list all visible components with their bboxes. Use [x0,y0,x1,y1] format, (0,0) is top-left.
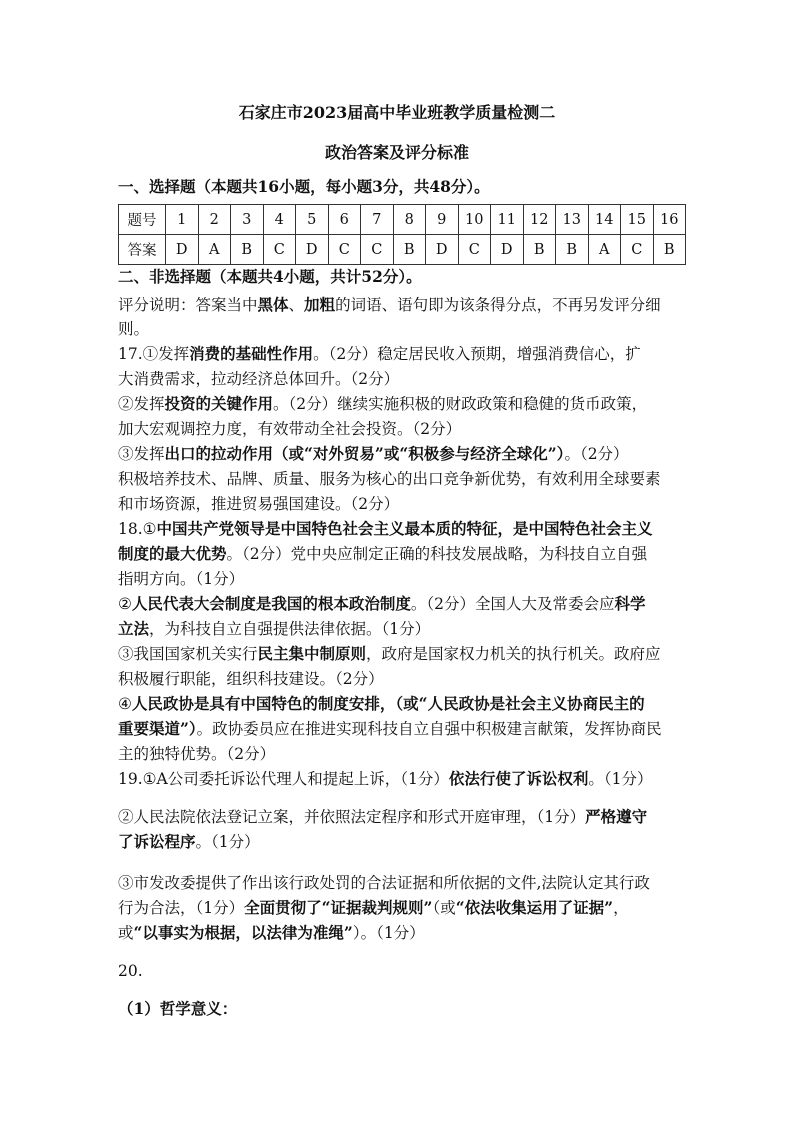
answer-text: （或 [432,899,456,917]
question-number-cell: 15 [621,205,654,235]
q18-line [118,718,662,740]
answer-cell: B [523,235,556,265]
note-bold-term: 加粗 [304,295,336,314]
note-text: 评分说明：答案当中 [118,296,258,314]
score-point: “以事实为根据，以法律为准绳” [133,923,353,942]
score-point: 重要渠道”） [118,719,197,738]
score-point: 出口的拉动作用（或“对外贸易”或“积极参与经济全球化”） [164,444,565,463]
answer-cell: D [166,235,199,265]
answer-text: ③发挥 [118,445,165,463]
answer-cell: D [296,235,329,265]
answer-cell: C [361,235,394,265]
score-point: 消费的基础性作用 [189,344,314,363]
q18-line: 积极履行职能，组织科技建设。（2分） [118,670,384,688]
answer-text: 。（2分）全国人大及常委会应 [410,595,615,613]
question-number-cell: 1 [166,205,199,235]
score-point: 严格遵守 [585,807,648,826]
answer-text: ② [118,595,132,613]
q18-line [118,618,430,640]
q18-line: 指明方向。（1分） [118,570,245,588]
q17-line: 积极培养技术、品牌、质量、服务为核心的出口竞争新优势，有效利用全球要素 [118,470,661,488]
q18-line [118,643,661,665]
q18-line: 主的独特优势。（2分） [118,745,276,763]
answer-table [118,204,686,265]
answer-text: ， [613,899,629,917]
score-point: “依法收集运用了证据” [455,898,614,917]
answer-text: 。政协委员应在推进实现科技自立自强中积极建言献策，发挥协商民 [196,720,662,738]
section-heading-choice: 一、选择题（本题共16小题，每小题3分，共48分）。 [118,177,490,196]
q17-line [118,443,629,465]
document-subtitle: 政治答案及评分标准 [324,143,469,162]
score-point: 人民政协是具有中国特色的制度安排，（或“人民政协是社会主义协商民主的 [131,694,645,713]
answer-text: ④ [118,695,132,713]
answer-text: 。（2分）继续实施积极的财政政策和稳健的货币政策， [273,395,648,413]
q17-line [118,393,647,415]
question-number-cell: 14 [588,205,621,235]
score-point: 制度的最大优势 [118,544,227,563]
q19-line [118,831,260,853]
answer-text: ，政府是国家权力机关的执行机关。政府应 [366,645,661,663]
answer-text: 19.①A公司委托诉讼代理人和提起上诉，（1分） [118,770,449,788]
answer-cell: B [653,235,686,265]
answer-text: ③我国国家机关实行 [118,645,258,663]
answer-cell: A [588,235,621,265]
answer-cell: C [263,235,296,265]
score-point: 中国共产党领导是中国特色社会主义最本质的特征，是中国特色社会主义 [156,519,653,538]
q20-subheading: （1）哲学意义： [118,999,238,1018]
answer-cell: B [393,235,426,265]
answer-text: ②人民法院依法登记立案，并依照法定程序和形式开庭审理，（1分） [118,808,586,826]
scoring-note-line [118,294,661,316]
answer-text: 。（1分） [195,833,260,851]
section-heading-nonchoice: 二、非选择题（本题共4小题，共计52分）。 [118,267,422,286]
scoring-note-line: 则。 [118,320,150,338]
answer-cell: B [556,235,589,265]
answer-cell: D [426,235,459,265]
table-row-answers [119,235,686,265]
table-header-cell: 题号 [119,205,166,235]
note-bold-term: 黑体 [257,295,289,314]
question-number-cell: 2 [198,205,231,235]
score-point: 了诉讼程序 [118,832,196,851]
q17-line: 大消费需求，拉动经济总体回升。（2分） [118,370,400,388]
question-number-cell: 3 [231,205,264,235]
answer-cell: C [328,235,361,265]
answer-text: 行为合法，（1分） [118,899,245,917]
q19-line [118,768,653,790]
question-number-cell: 7 [361,205,394,235]
q19-line: ③市发改委提供了作出该行政处罚的合法证据和所依据的文件,法院认定其行政 [118,874,650,892]
answer-text: 。（1分） [588,770,653,788]
document-title: 石家庄市2023届高中毕业班教学质量检测二 [238,103,556,122]
question-number-cell: 10 [458,205,491,235]
table-row-numbers [119,205,686,235]
q20-number: 20. [118,962,143,980]
score-point: 立法 [118,619,150,638]
score-point: 人民代表大会制度是我国的根本政治制度 [131,594,411,613]
question-number-cell: 11 [491,205,524,235]
answer-cell: A [198,235,231,265]
question-number-cell: 9 [426,205,459,235]
question-number-cell: 4 [263,205,296,235]
question-number-cell: 12 [523,205,556,235]
question-number-cell: 13 [556,205,589,235]
answer-cell: D [491,235,524,265]
q17-line [118,343,641,365]
answer-text: ）。（1分） [352,924,425,942]
table-header-cell: 答案 [119,235,166,265]
score-point: 科学 [614,594,646,613]
answer-cell: C [621,235,654,265]
q18-line [118,693,645,715]
note-text: 、 [288,296,305,314]
q18-line [118,593,646,615]
note-text: 的词语、语句即为该条得分点，不再另发评分细 [335,296,661,314]
answer-cell: B [231,235,264,265]
score-point: 投资的关键作用 [164,394,274,413]
score-point: 依法行使了诉讼权利 [448,769,589,788]
score-point: 民主集中制原则 [257,644,367,663]
q17-line: 和市场资源，推进贸易强国建设。（2分） [118,495,400,513]
score-point: 全面贯彻了“证据裁判规则” [244,898,433,917]
answer-cell: C [458,235,491,265]
question-number-cell: 5 [296,205,329,235]
answer-text: 。（2分）党中央应制定正确的科技发展战略，为科技自立自强 [226,545,648,563]
q19-line [118,897,629,919]
q18-line [118,518,653,540]
answer-text: 或 [118,924,134,942]
question-number-cell: 6 [328,205,361,235]
question-number-cell: 16 [653,205,686,235]
answer-text: ②发挥 [118,395,165,413]
q18-line [118,543,647,565]
q17-line: 加大宏观调控力度，有效带动全社会投资。（2分） [118,420,462,438]
answer-text: ，为科技自立自强提供法律依据。（1分） [149,620,431,638]
q19-line [118,922,425,944]
answer-text: 18.① [118,520,157,538]
answer-text: 17.①发挥 [118,345,190,363]
answer-text: 。（2分） [564,445,629,463]
q19-line [118,806,647,828]
question-number-cell: 8 [393,205,426,235]
answer-text: 。（2分）稳定居民收入预期，增强消费信心，扩 [313,345,641,363]
